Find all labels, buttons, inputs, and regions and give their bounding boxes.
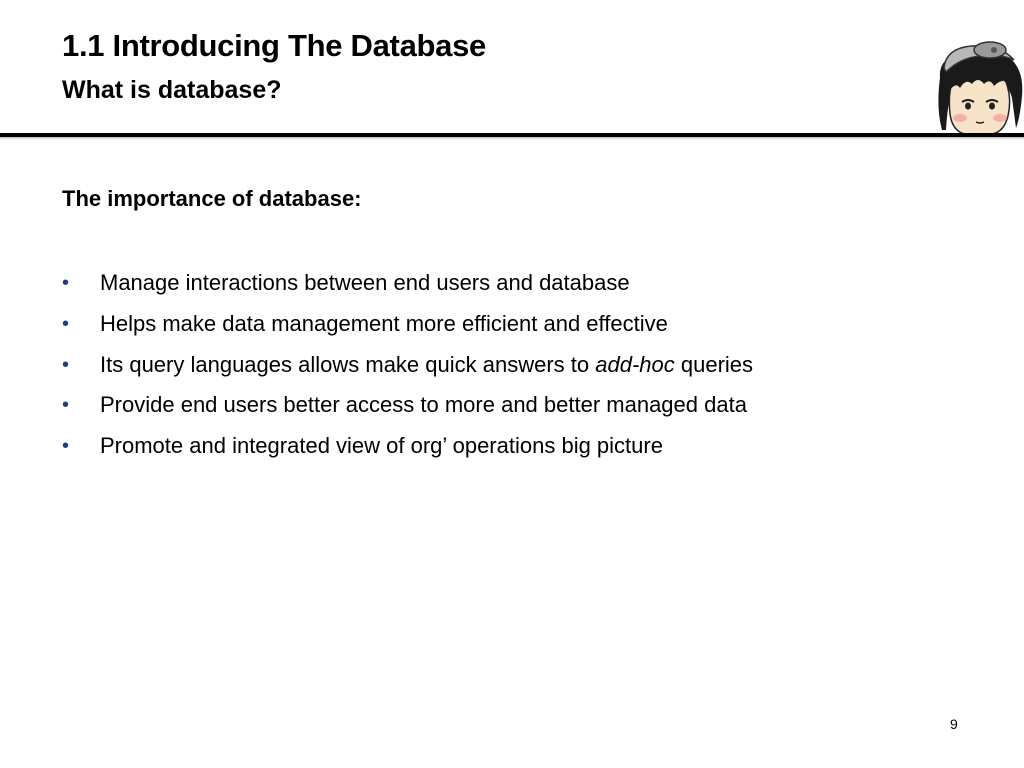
bullet-icon: • — [62, 435, 70, 458]
slide-subtitle: What is database? — [62, 76, 282, 104]
bullet-icon: • — [62, 394, 70, 417]
bullet-text: Helps make data management more efficient and effective — [100, 310, 668, 336]
bullet-text-post: queries — [674, 351, 754, 377]
bullet-icon: • — [62, 353, 70, 376]
bullet-icon: • — [62, 312, 70, 335]
bullet-text-italic: add-hoc — [595, 351, 675, 377]
bullet-text-pre: Its query languages allows make quick answers to — [100, 351, 596, 377]
slide-title: 1.1 Introducing The Database — [62, 28, 486, 63]
bullet-text — [100, 349, 753, 381]
header-divider-shadow — [0, 137, 1024, 140]
bullet-text: Provide end users better access to more and better managed data — [100, 392, 747, 418]
bullet-icon: • — [62, 272, 70, 294]
page-number: 9 — [950, 716, 958, 732]
girl-with-cap-icon — [932, 38, 1024, 134]
bullet-text: Manage interactions between end users and database — [100, 270, 630, 295]
section-heading: The importance of database: — [62, 186, 362, 211]
slide-header — [0, 0, 1024, 140]
bullet-text: Promote and integrated view of org’ operations big picture — [100, 433, 663, 459]
